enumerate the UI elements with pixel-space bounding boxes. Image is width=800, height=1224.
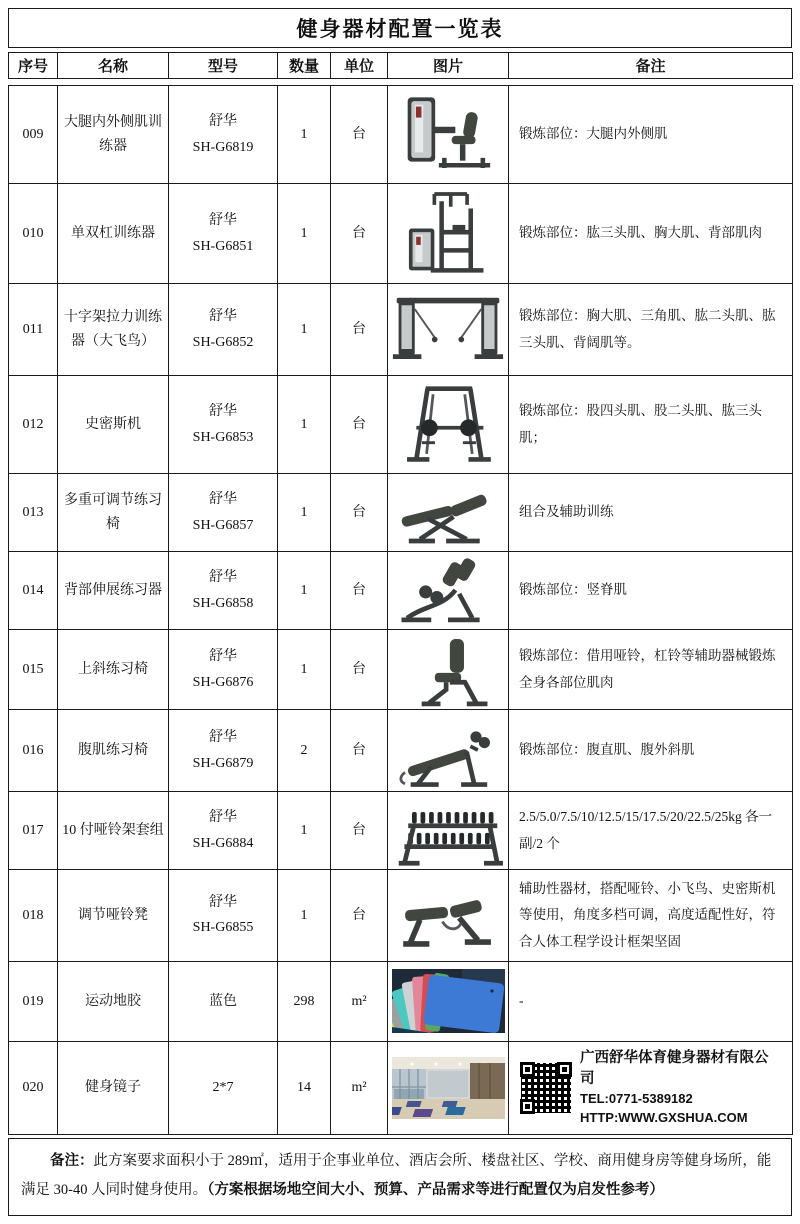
table-row [9,792,793,870]
row-no: 011 [9,284,58,376]
footer-note [8,1138,792,1216]
row-no: 020 [9,1041,58,1134]
row-qty: 1 [278,86,331,184]
model-code: SH-G6857 [192,517,254,533]
utility-chair-image [401,633,495,707]
row-remark: 辅助性器材，搭配哑铃、小飞鸟、史密斯机等使用，角度多档可调，高度适配性好，符合人体工程学设计框架坚固 [509,870,793,962]
row-no: 010 [9,184,58,284]
header-unit: 单位 [331,53,388,79]
table-row [9,961,793,1041]
equipment-image-cell [388,552,509,630]
row-remark: - [509,961,793,1041]
row-remark: 锻炼部位：肱三头肌、胸大肌、背部肌肉 [509,184,793,284]
table-row [9,184,793,284]
model-code: SH-G6853 [192,429,254,445]
model-brand: 舒华 [209,895,237,911]
equipment-image-cell [388,710,509,792]
row-model [169,86,278,184]
equipment-image-cell [388,284,509,376]
row-unit: 台 [331,870,388,962]
row-qty: 298 [278,961,331,1041]
photo-cell [388,1041,509,1134]
equipment-image-cell [388,86,509,184]
table-row [9,376,793,474]
company-name: 广西舒华体育健身器材有限公司 [580,1049,769,1087]
cable-crossover-machine-image [391,290,505,370]
dumbbell-rack-image [391,795,505,867]
row-remark: 锻炼部位：胸大肌、三角肌、肱二头肌、肱三头肌、背阔肌等。 [509,284,793,376]
row-name: 多重可调节练习椅 [58,474,169,552]
model-color: 蓝色 [209,993,237,1009]
row-model [169,792,278,870]
row-name: 史密斯机 [58,376,169,474]
row-name: 背部伸展练习器 [58,552,169,630]
row-no: 016 [9,710,58,792]
model-brand: 舒华 [209,730,237,746]
row-model [169,376,278,474]
row-name: 运动地胶 [58,961,169,1041]
equipment-image-cell [388,630,509,710]
header-qty: 数量 [278,53,331,79]
model-code: SH-G6851 [192,238,254,254]
model-brand: 舒华 [209,810,237,826]
row-name: 调节哑铃凳 [58,870,169,962]
row-unit: 台 [331,184,388,284]
row-qty: 1 [278,376,331,474]
row-unit: m² [331,1041,388,1134]
header-name: 名称 [58,53,169,79]
model-code: SH-G6819 [192,139,254,155]
equipment-image-cell [388,184,509,284]
header-row [9,53,793,79]
model-size: 2*7 [212,1080,234,1096]
row-name: 单双杠训练器 [58,184,169,284]
row-model [169,474,278,552]
row-unit: m² [331,961,388,1041]
table-row [9,630,793,710]
equipment-table [8,85,793,1135]
inner-outer-thigh-machine-image [393,93,503,177]
footer-label: 备注： [50,1152,94,1169]
row-name: 健身镜子 [58,1041,169,1134]
model-brand: 舒华 [209,114,237,130]
row-remark: 锻炼部位：腹直肌、腹外斜肌 [509,710,793,792]
gym-mirror-photo [392,1057,505,1119]
header-table [8,52,793,79]
model-code: SH-G6876 [192,674,254,690]
row-no: 019 [9,961,58,1041]
row-remark: 组合及辅助训练 [509,474,793,552]
company-block [519,1048,782,1128]
model-brand: 舒华 [209,404,237,420]
smith-machine-image [394,381,502,469]
model-brand: 舒华 [209,492,237,508]
row-model [169,961,278,1041]
row-model [169,630,278,710]
qr-code [519,1061,573,1115]
row-model [169,184,278,284]
row-qty: 1 [278,552,331,630]
table-row [9,284,793,376]
model-code: SH-G6855 [192,920,254,936]
footer-bold-note: （方案根据场地空间大小、预算、产品需求等进行配置仅为启发性参考） [207,1181,664,1198]
page-title: 健身器材配置一览表 [8,8,792,48]
row-remark: 锻炼部位：大腿内外侧肌 [509,86,793,184]
model-code: SH-G6852 [192,334,254,350]
table-row [9,870,793,962]
row-qty: 2 [278,710,331,792]
row-unit: 台 [331,630,388,710]
table-row [9,1041,793,1134]
row-model [169,870,278,962]
model-code: SH-G6884 [192,835,254,851]
model-brand: 舒华 [209,570,237,586]
model-code: SH-G6858 [192,595,254,611]
row-no: 013 [9,474,58,552]
row-model [169,1041,278,1134]
row-no: 015 [9,630,58,710]
row-qty: 1 [278,284,331,376]
row-name: 十字架拉力训练器（大飞鸟） [58,284,169,376]
photo-cell [388,961,509,1041]
row-qty: 1 [278,870,331,962]
company-info-cell [509,1041,793,1134]
row-no: 014 [9,552,58,630]
model-brand: 舒华 [209,213,237,229]
row-no: 012 [9,376,58,474]
header-remark: 备注 [509,53,793,79]
row-name: 腹肌练习椅 [58,710,169,792]
row-name: 大腿内外侧肌训练器 [58,86,169,184]
row-qty: 1 [278,630,331,710]
model-code: SH-G6879 [192,755,254,771]
company-url: HTTP:WWW.GXSHUA.COM [580,1109,748,1125]
row-unit: 台 [331,552,388,630]
equipment-image-cell [388,474,509,552]
company-tel: TEL:0771-5389182 [580,1090,693,1106]
row-qty: 14 [278,1041,331,1134]
row-model [169,710,278,792]
row-remark: 锻炼部位：股四头肌、股二头肌、肱三头肌； [509,376,793,474]
row-unit: 台 [331,86,388,184]
row-unit: 台 [331,710,388,792]
adjustable-dumbbell-bench-image [392,882,504,948]
company-text [580,1048,782,1128]
model-brand: 舒华 [209,649,237,665]
qr-finder-icon [557,1062,572,1077]
row-qty: 1 [278,184,331,284]
qr-finder-icon [520,1062,535,1077]
row-unit: 台 [331,284,388,376]
table-row [9,710,793,792]
model-brand: 舒华 [209,309,237,325]
row-remark: 锻炼部位：竖脊肌 [509,552,793,630]
row-qty: 1 [278,792,331,870]
row-qty: 1 [278,474,331,552]
row-no: 009 [9,86,58,184]
row-remark: 2.5/5.0/7.5/10/12.5/15/17.5/20/22.5/25kg 各一副/2 个 [509,792,793,870]
row-model [169,284,278,376]
table-row [9,86,793,184]
qr-finder-icon [520,1099,535,1114]
footer-body: 此方案要求面积小于 289㎡，适用于企事业单位、酒店会所、楼盘社区、学校、商用健身房等健身场所，能满足 30-40 人同时健身使用。 [21,1152,772,1198]
row-no: 018 [9,870,58,962]
table-row [9,474,793,552]
row-unit: 台 [331,376,388,474]
row-unit: 台 [331,792,388,870]
row-name: 上斜练习椅 [58,630,169,710]
header-image: 图片 [388,53,509,79]
header-no: 序号 [9,53,58,79]
chin-dip-machine-image [398,188,498,280]
equipment-image-cell [388,870,509,962]
row-no: 017 [9,792,58,870]
sports-flooring-photo [392,969,505,1033]
adjustable-bench-image [392,479,504,547]
equipment-image-cell [388,376,509,474]
row-unit: 台 [331,474,388,552]
row-model [169,552,278,630]
row-remark: 锻炼部位：借用哑铃，杠铃等辅助器械锻炼全身各部位肌肉 [509,630,793,710]
ab-bench-image [392,714,504,788]
header-model: 型号 [169,53,278,79]
back-extension-machine-image [394,556,502,626]
row-name: 10 付哑铃架套组 [58,792,169,870]
table-row [9,552,793,630]
footer-text [21,1147,779,1205]
equipment-image-cell [388,792,509,870]
